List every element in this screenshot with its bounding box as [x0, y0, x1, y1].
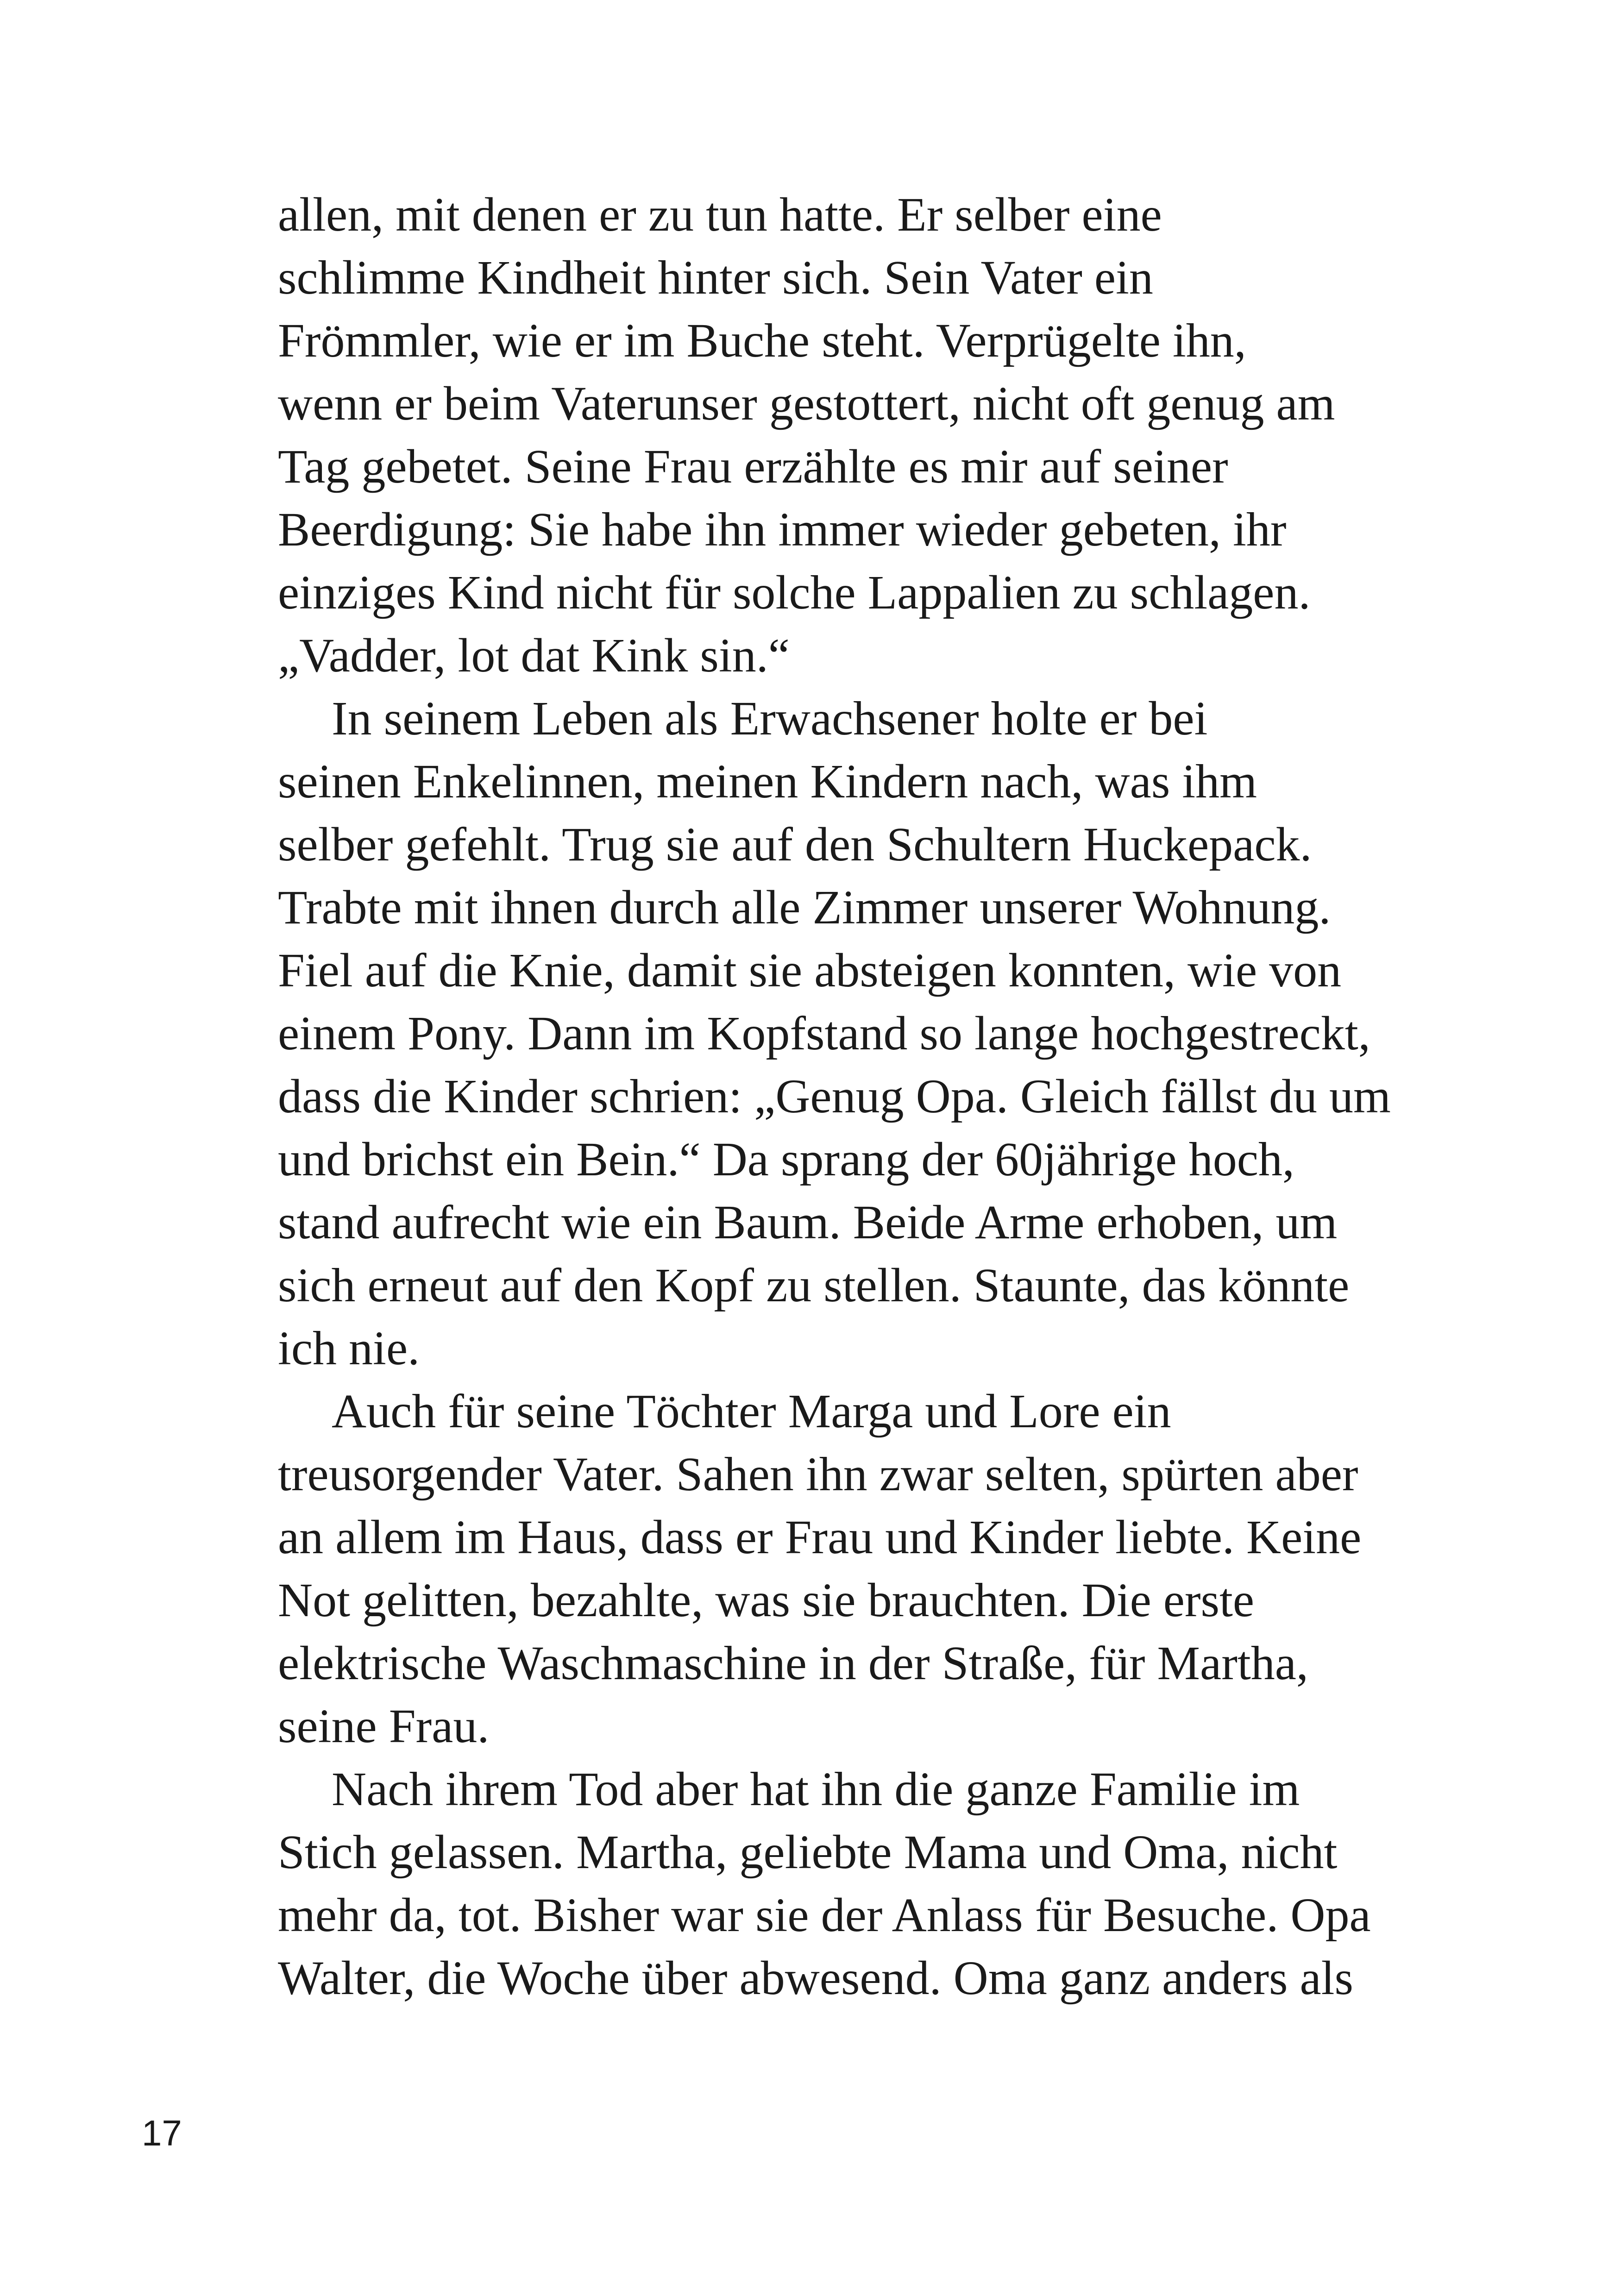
page-number: 17: [142, 2113, 182, 2153]
text-line: und brichst ein Bein.“ Da sprang der 60jährige hoch,: [278, 1133, 1294, 1186]
text-line: sich erneut auf den Kopf zu stellen. Staunte, das könnte: [278, 1259, 1350, 1312]
text-line: Trabte mit ihnen durch alle Zimmer unserer Wohnung.: [278, 881, 1331, 934]
text-line: ich nie.: [278, 1322, 420, 1375]
paragraph-start-line: Auch für seine Töchter Marga und Lore ein: [332, 1385, 1171, 1438]
text-line: einem Pony. Dann im Kopfstand so lange hochgestreckt,: [278, 1007, 1370, 1060]
text-line: Walter, die Woche über abwesend. Oma ganz anders als: [278, 1951, 1354, 2005]
text-line: stand aufrecht wie ein Baum. Beide Arme erhoben, um: [278, 1196, 1338, 1249]
paragraph-start-line: In seinem Leben als Erwachsener holte er bei: [332, 692, 1208, 745]
text-line: Fiel auf die Knie, damit sie absteigen konnten, wie von: [278, 944, 1342, 997]
text-line: Not gelitten, bezahlte, was sie brauchten. Die erste: [278, 1574, 1255, 1627]
text-line: seinen Enkelinnen, meinen Kindern nach, was ihm: [278, 755, 1257, 808]
body-text: [278, 183, 1445, 2010]
paragraph-start-line: Nach ihrem Tod aber hat ihn die ganze Familie im: [332, 1763, 1300, 1816]
text-line: wenn er beim Vaterunser gestottert, nicht oft genug am: [278, 377, 1335, 430]
text-line: schlimme Kindheit hinter sich. Sein Vater ein: [278, 251, 1153, 304]
text-line: allen, mit denen er zu tun hatte. Er selber eine: [278, 188, 1162, 241]
text-line: einziges Kind nicht für solche Lappalien zu schlagen.: [278, 566, 1311, 619]
text-line: Frömmler, wie er im Buche steht. Verprügelte ihn,: [278, 314, 1246, 367]
text-line: Stich gelassen. Martha, geliebte Mama und Oma, nicht: [278, 1826, 1338, 1879]
text-line: treusorgender Vater. Sahen ihn zwar selten, spürten aber: [278, 1448, 1358, 1501]
text-line: Beerdigung: Sie habe ihn immer wieder gebeten, ihr: [278, 503, 1287, 556]
text-line: „Vadder, lot dat Kink sin.“: [278, 629, 790, 682]
text-line: dass die Kinder schrien: „Genug Opa. Gleich fällst du um: [278, 1070, 1391, 1123]
text-line: mehr da, tot. Bisher war sie der Anlass für Besuche. Opa: [278, 1888, 1371, 1942]
text-line: seine Frau.: [278, 1700, 490, 1753]
text-line: Tag gebetet. Seine Frau erzählte es mir auf seiner: [278, 440, 1228, 493]
text-line: elektrische Waschmaschine in der Straße, für Martha,: [278, 1637, 1308, 1690]
text-line: selber gefehlt. Trug sie auf den Schultern Huckepack.: [278, 818, 1312, 871]
text-line: an allem im Haus, dass er Frau und Kinder liebte. Keine: [278, 1511, 1362, 1564]
